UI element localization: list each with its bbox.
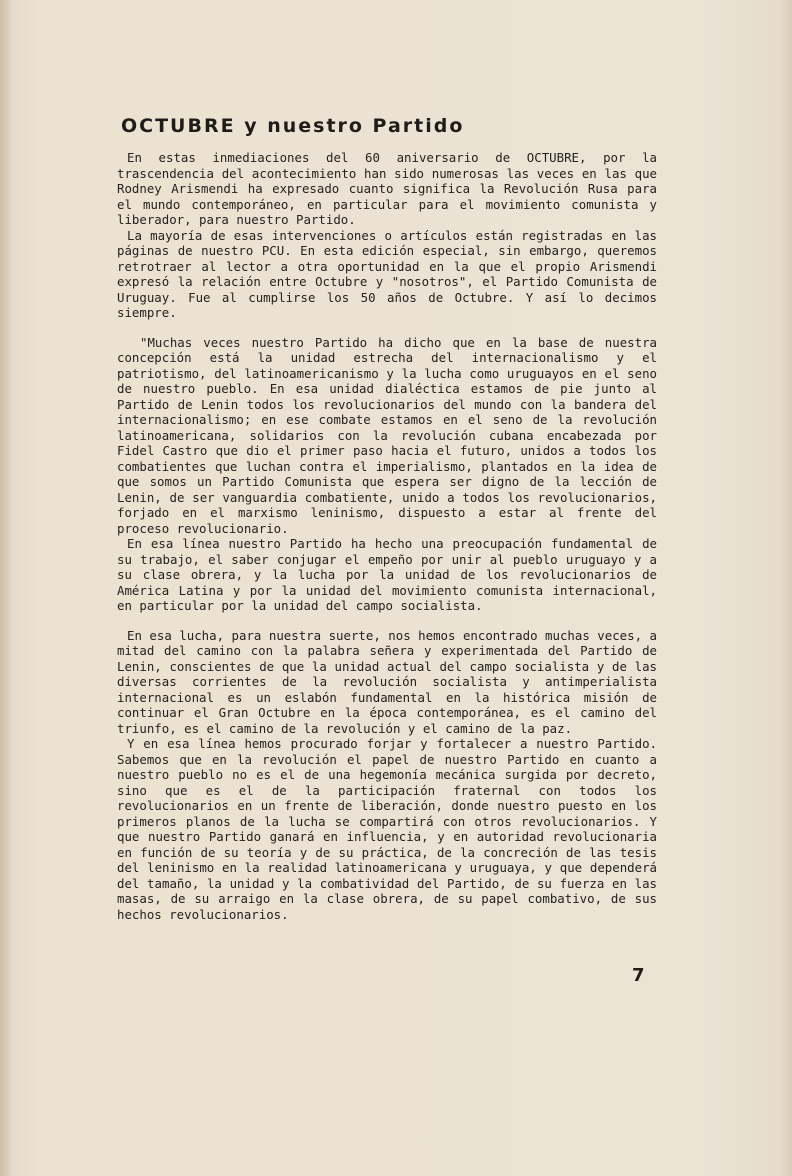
quote-paragraph-1: "Muchas veces nuestro Partido ha dicho que en la base de nuestra concepción está la unidad estrecha del internacionalismo y el patriotismo, del latinoamericanismo y la lucha como uruguayos en el seno de nuestro pueblo. En esa unidad dialéctica estamos de pie junto al Partido de Lenin todos los revolucionarios del mundo con la bandera del internacionalismo; en ese combate estamos en el seno de la revolución latinoamericana, solidarios con la revolución cubana encabezada por Fidel Castro que dio el primer paso hacia el futuro, unidos a todos los combatientes que luchan contra el imperialismo, plantados en la idea de que somos un Partido Comunista que espera ser digno de la lección de Lenin, de ser vanguardia combatiente, unido a todos los revolucionarios, forjado en el marxismo leninismo, dispuesto a estar al frente del proceso revolucionario.: [117, 334, 657, 536]
paragraph-spacer: [117, 614, 657, 628]
paragraph-spacer: [117, 321, 657, 335]
intro-paragraph-1: En estas inmediaciones del 60 aniversario de OCTUBRE, por la trascendencia del acontecimiento han sido numerosas las veces en las que Rodney Arismendi ha expresado cuanto significa la Revolución Rusa para el mundo contemporáneo, en particular para el movimiento comunista y liberador, para nuestro Partido.: [117, 150, 657, 227]
intro-paragraph-2: La mayoría de esas intervenciones o artículos están registradas en las páginas de nuestro PCU. En esta edición especial, sin embargo, queremos retrotraer al lector a otra oportunidad en la que el propio Arismendi expresó la relación entre Octubre y "nosotros", el Partido Comunista de Uruguay. Fue al cumplirse los 50 años de Octubre. Y así lo decimos siempre.: [117, 227, 657, 320]
article-body: [117, 150, 657, 922]
quote-paragraph-4: Y en esa línea hemos procurado forjar y fortalecer a nuestro Partido. Sabemos que en la revolución el papel de nuestro Partido en cuanto a nuestro pueblo no es el de una hegemonía mecánica surgida por decreto, sino que es el de la participación fraternal con todos los revolucionarios en un frente de liberación, donde nuestro puesto en los primeros planos de la lucha se compartirá con otros revolucionarios. Y que nuestro Partido ganará en influencia, y en autoridad revolucionaria en función de su teoría y de su práctica, de la concreción de las tesis del leninismo en la realidad latinoamericana y uruguaya, y que dependerá del tamaño, la unidad y la combatividad del Partido, de su fuerza en las masas, de su arraigo en la clase obrera, de su papel combativo, de sus hechos revolucionarios.: [117, 736, 657, 922]
quote-paragraph-2: En esa línea nuestro Partido ha hecho una preocupación fundamental de su trabajo, el saber conjugar el empeño por unir al pueblo uruguayo y a su clase obrera, y la lucha por la unidad de los revolucionarios de América Latina y por la unidad del movimiento comunista internacional, en particular por la unidad del campo socialista.: [117, 536, 657, 613]
quote-paragraph-3: En esa lucha, para nuestra suerte, nos hemos encontrado muchas veces, a mitad del camino con la palabra señera y experimentada del Partido de Lenin, conscientes de que la unidad actual del campo socialista y de las diversas corrientes de la revolución socialista y antimperialista internacional es un eslabón fundamental en la histórica misión de continuar el Gran Octubre en la época contemporánea, es el camino del triunfo, es el camino de la revolución y el camino de la paz.: [117, 627, 657, 736]
page-number: 7: [632, 965, 645, 986]
page-title: OCTUBRE y nuestro Partido: [121, 115, 465, 137]
